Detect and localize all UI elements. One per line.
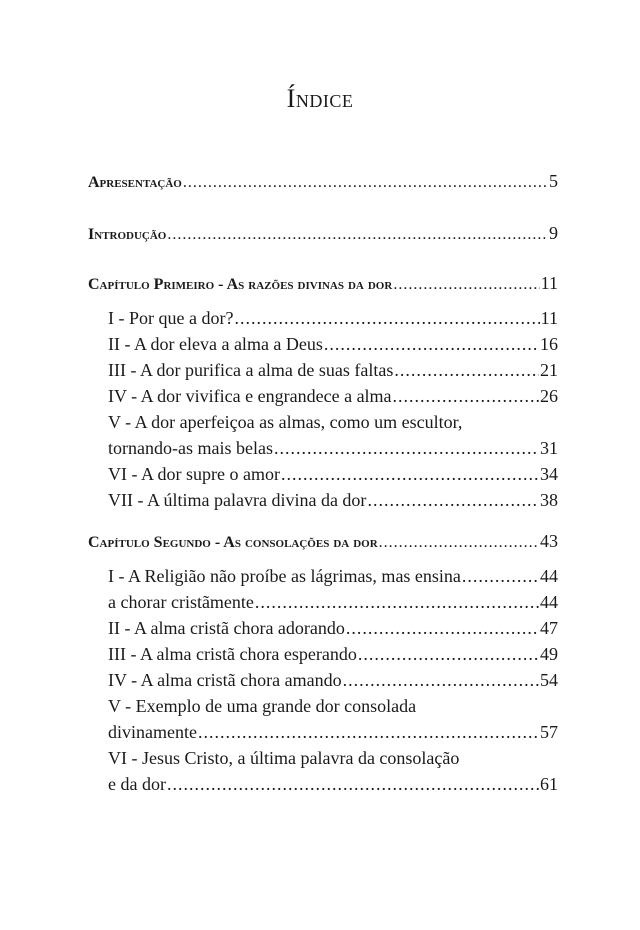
page-title: Índice	[286, 84, 354, 113]
toc-item-label: VI - Jesus Cristo, a última palavra da consolação	[108, 748, 460, 768]
leader-dots	[394, 359, 539, 381]
toc-item[interactable]	[108, 669, 558, 691]
toc-item[interactable]	[108, 565, 558, 587]
toc-item-page: 57	[540, 722, 558, 742]
toc-item-page: 21	[540, 360, 558, 380]
toc-item-label: VII - A última palavra divina da dor	[108, 490, 367, 510]
toc-item-label: IV - A dor vivifica e engrandece a alma	[108, 386, 392, 406]
toc-entry-label: Capítulo Segundo - As consolações da dor	[88, 534, 378, 551]
toc-item-label: VI - A dor supre o amor	[108, 464, 280, 484]
toc-item-label: II - A alma cristã chora adorando	[108, 618, 345, 638]
toc-item-page: 31	[540, 438, 558, 458]
toc-item-continued[interactable]	[108, 747, 558, 769]
toc-item[interactable]	[108, 437, 558, 459]
toc-item-page: 54	[540, 670, 558, 690]
toc-item-page: 26	[540, 386, 558, 406]
toc-item[interactable]	[108, 385, 558, 407]
leader-dots	[393, 385, 539, 407]
toc-item[interactable]	[108, 489, 558, 511]
toc-item-page: 44	[540, 592, 558, 612]
toc-item-page: 44	[540, 566, 558, 586]
toc-entry-page: 43	[540, 531, 558, 551]
leader-dots	[167, 224, 548, 246]
toc-item-label: e da dor	[108, 774, 166, 794]
leader-dots	[255, 591, 539, 613]
leader-dots	[274, 437, 539, 459]
toc-item[interactable]	[108, 463, 558, 485]
leader-dots	[281, 463, 539, 485]
toc-item-continued[interactable]	[108, 411, 558, 433]
toc-item-label: divinamente	[108, 722, 197, 742]
toc-chapter-1[interactable]	[88, 272, 558, 294]
toc-item[interactable]	[108, 721, 558, 743]
leader-dots	[462, 565, 539, 587]
toc-entry-label: Introdução	[88, 226, 167, 243]
toc-item-label: a chorar cristãmente	[108, 592, 254, 612]
leader-dots	[367, 489, 539, 511]
toc-entry-page: 9	[549, 223, 558, 243]
toc-item-label: V - A dor aperfeiçoa as almas, como um escultor,	[108, 412, 463, 432]
toc-item-label: V - Exemplo de uma grande dor consolada	[108, 696, 417, 716]
leader-dots	[234, 307, 539, 329]
toc-entry-label: Capítulo Primeiro - As razões divinas da dor	[88, 276, 393, 293]
leader-dots	[183, 172, 548, 194]
leader-dots	[379, 532, 539, 554]
toc-item[interactable]	[108, 359, 558, 381]
toc-item-label: tornando-as mais belas	[108, 438, 273, 458]
toc-item-page: 47	[540, 618, 558, 638]
toc-item[interactable]	[108, 643, 558, 665]
toc-item[interactable]	[108, 307, 558, 329]
toc-chapter-2[interactable]	[88, 530, 558, 552]
leader-dots	[343, 669, 539, 691]
toc-entry-apresentacao[interactable]	[88, 170, 558, 192]
toc-item-page: 49	[540, 644, 558, 664]
leader-dots	[198, 721, 539, 743]
toc-item-label: I - A Religião não proíbe as lágrimas, mas ensina	[108, 566, 461, 586]
toc-item-label: IV - A alma cristã chora amando	[108, 670, 342, 690]
toc-item-page: 38	[540, 490, 558, 510]
toc-item-label: III - A alma cristã chora esperando	[108, 644, 357, 664]
toc-item-continued[interactable]	[108, 695, 558, 717]
toc-entry-page: 11	[540, 273, 558, 293]
toc-item-page: 34	[540, 464, 558, 484]
toc-item-label: I - Por que a dor?	[108, 308, 234, 328]
toc-item-page: 11	[540, 308, 558, 328]
toc-item[interactable]	[108, 333, 558, 355]
toc-item-label: II - A dor eleva a alma a Deus	[108, 334, 323, 354]
leader-dots	[167, 773, 539, 795]
toc-item-page: 61	[540, 774, 558, 794]
toc-entry-label: Apresentação	[88, 174, 182, 191]
toc-item[interactable]	[108, 591, 558, 613]
toc-item-page: 16	[540, 334, 558, 354]
toc-item[interactable]	[108, 773, 558, 795]
leader-dots	[346, 617, 539, 639]
leader-dots	[393, 274, 539, 296]
toc-item-label: III - A dor purifica a alma de suas faltas	[108, 360, 394, 380]
leader-dots	[324, 333, 539, 355]
toc-entry-introducao[interactable]	[88, 222, 558, 244]
toc-entry-page: 5	[549, 171, 558, 191]
leader-dots	[358, 643, 539, 665]
toc-item[interactable]	[108, 617, 558, 639]
